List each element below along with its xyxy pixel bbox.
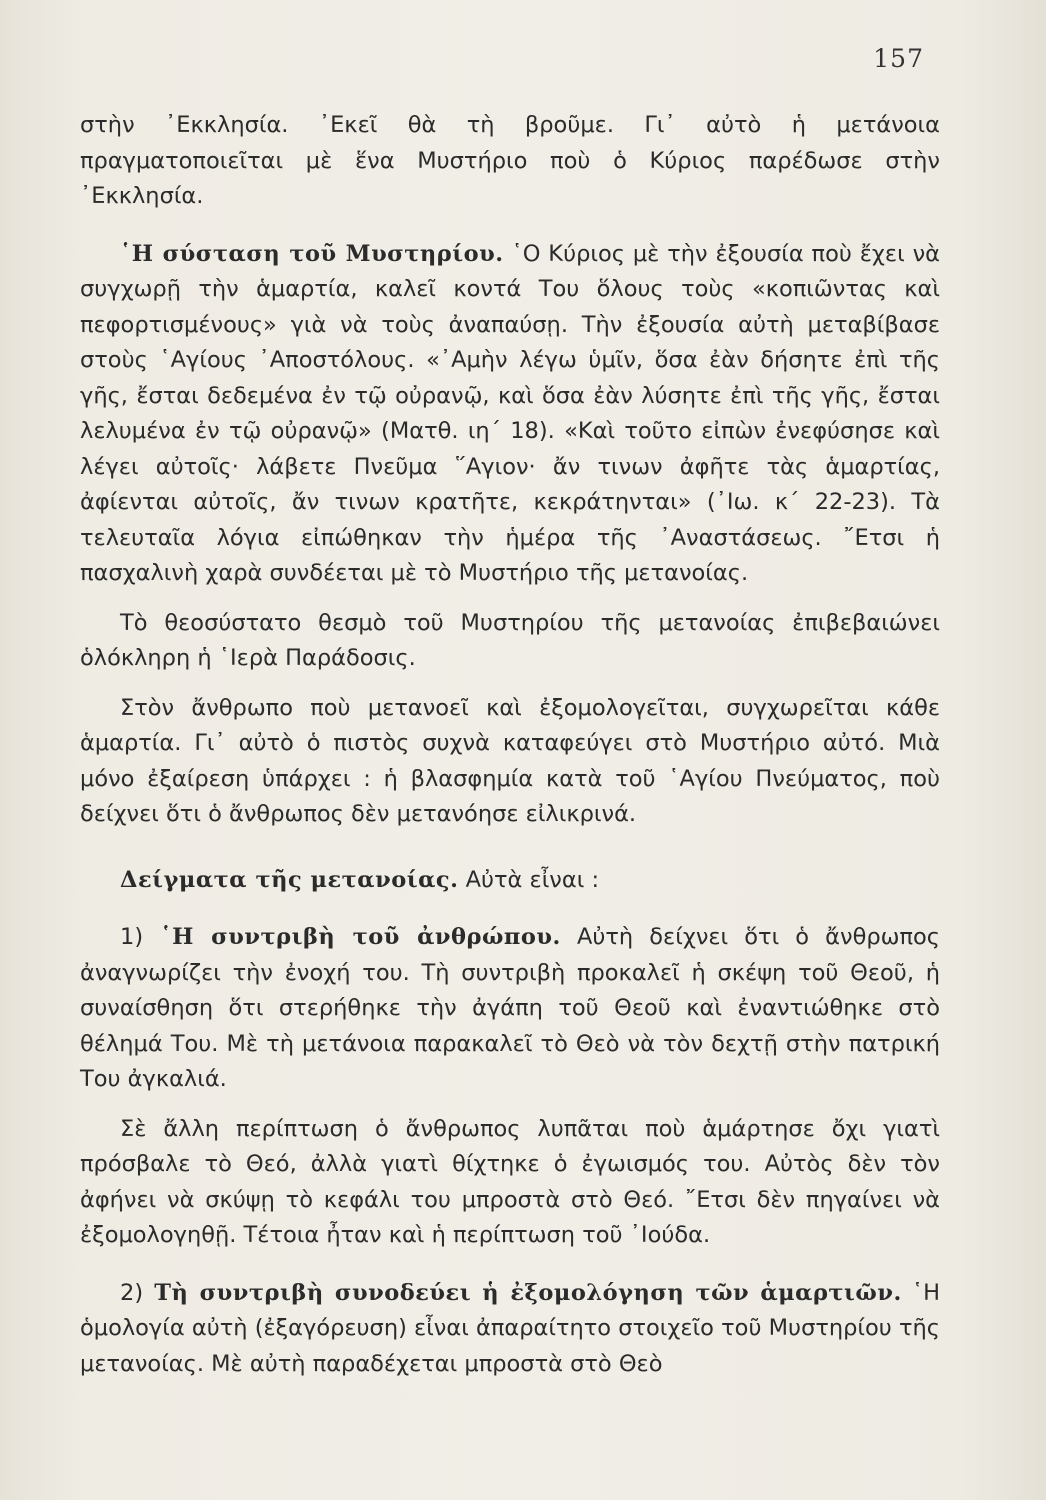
item-number-2: 2)	[120, 1279, 144, 1306]
paragraph-8-text: ῾Η ὁμολογία αὐτὴ (ἐξαγόρευση) εἶναι ἀπαραίτητο στοιχεῖο τοῦ Μυστηρίου τῆς μετανοίας. Μὲ αὐτὴ παραδέχεται μπροστὰ στὸ Θεὸ	[80, 1279, 941, 1377]
paragraph-6	[80, 920, 940, 1098]
section-heading-signs: Δείγματα τῆς μετανοίας.	[120, 866, 459, 893]
paragraph-4: Στὸν ἄνθρωπο ποὺ μετανοεῖ καὶ ἐξομολογεῖται, συγχωρεῖται κάθε ἁμαρτία. Γι᾿ αὐτὸ ὁ πιστὸς συχνὰ καταφεύγει στὸ Μυστήριο αὐτό. Μιὰ μόνο ἐξαίρεση ὑπάρχει : ἡ βλασφημία κατὰ τοῦ ῾Αγίου Πνεύματος, ποὺ δείχνει ὅτι ὁ ἄνθρωπος δὲν μετανόησε εἰλικρινά.	[80, 694, 940, 827]
paragraph-2	[80, 237, 940, 592]
paragraph-1: στὴν ᾿Εκκλησία. ᾿Εκεῖ θὰ τὴ βροῦμε. Γι᾿ αὐτὸ ἡ μετάνοια πραγματοποιεῖται μὲ ἕνα Μυστήριο ποὺ ὁ Κύριος παρέδωσε στὴν ᾿Εκκλησία.	[80, 112, 940, 209]
paragraph-3: Τὸ θεοσύστατο θεσμὸ τοῦ Μυστηρίου τῆς μετανοίας ἐπιβεβαιώνει ὁλόκληρη ἡ ῾Ιερὰ Παράδοσις.	[80, 609, 940, 671]
paragraph-7: Σὲ ἄλλη περίπτωση ὁ ἄνθρωπος λυπᾶται ποὺ ἁμάρτησε ὄχι γιατὶ πρόσβαλε τὸ Θεό, ἀλλὰ γιατὶ θίχτηκε ὁ ἐγωισμός του. Αὐτὸς δὲν τὸν ἀφήνει νὰ σκύψῃ τὸ κεφάλι του μπροστὰ στὸ Θεό. ῎Ετσι δὲν πηγαίνει νὰ ἐξομολογηθῇ. Τέτοια ἦταν καὶ ἡ περίπτωση τοῦ ᾿Ιούδα.	[80, 1115, 940, 1248]
paragraph-8	[80, 1276, 940, 1383]
page-body	[80, 108, 940, 1382]
paragraph-5-text: Αὐτὰ εἶναι :	[458, 866, 600, 893]
item-heading-confession: Τὴ συντριβὴ συνοδεύει ἡ ἐξομολόγηση τῶν ἁμαρτιῶν.	[143, 1279, 902, 1306]
item-number-1: 1)	[120, 924, 144, 950]
item-heading-contrition: ῾Η συντριβὴ τοῦ ἀνθρώπου.	[143, 924, 561, 950]
section-heading-institution: ῾Η σύσταση τοῦ Μυστηρίου.	[120, 240, 504, 267]
page-number: 157	[873, 44, 924, 73]
paragraph-5	[80, 863, 940, 899]
paragraph-6-text: Αὐτὴ δείχνει ὅτι ὁ ἄνθρωπος ἀναγνωρίζει τὴν ἐνοχή του. Τὴ συντριβὴ προκαλεῖ ἡ σκέψη τοῦ Θεοῦ, ἡ συναίσθηση ὅτι στερήθηκε τὴν ἀγάπη τοῦ Θεοῦ καὶ ἐναντιώθηκε στὸ θέλημά Του. Μὲ τὴ μετάνοια παρακαλεῖ τὸ Θεὸ νὰ τὸν δεχτῇ στὴν πατρική Του ἀγκαλιά.	[80, 924, 940, 1092]
paragraph-2-text: ῾Ο Κύριος μὲ τὴν ἐξουσία ποὺ ἔχει νὰ συγχωρῇ τὴν ἁμαρτία, καλεῖ κοντά Του ὅλους τοὺς «κοπιῶντας καὶ πεφορτισμένους» γιὰ νὰ τοὺς ἀναπαύσῃ. Τὴν ἐξουσία αὐτὴ μεταβίβασε στοὺς ῾Αγίους ᾿Αποστόλους. «᾿Αμὴν λέγω ὑμῖν, ὅσα ἐὰν δήσητε ἐπὶ τῆς γῆς, ἔσται δεδεμένα ἐν τῷ οὐρανῷ, καὶ ὅσα ἐὰν λύσητε ἐπὶ τῆς γῆς, ἔσται λελυμένα ἐν τῷ οὐρανῷ» (Ματθ. ιη΄ 18). «Καὶ τοῦτο εἰπὼν ἐνεφύσησε καὶ λέγει αὐτοῖς· λάβετε Πνεῦμα ῞Αγιον· ἄν τινων ἀφῆτε τὰς ἁμαρτίας, ἀφίενται αὐτοῖς, ἄν τινων κρατῆτε, κεκράτηνται» (᾿Ιω. κ΄ 22-23). Τὰ τελευταῖα λόγια εἰπώθηκαν τὴν ἡμέρα τῆς ᾿Αναστάσεως. ῎Ετσι ἡ πασχαλινὴ χαρὰ συνδέεται μὲ τὸ Μυστήριο τῆς μετανοίας.	[80, 240, 940, 586]
